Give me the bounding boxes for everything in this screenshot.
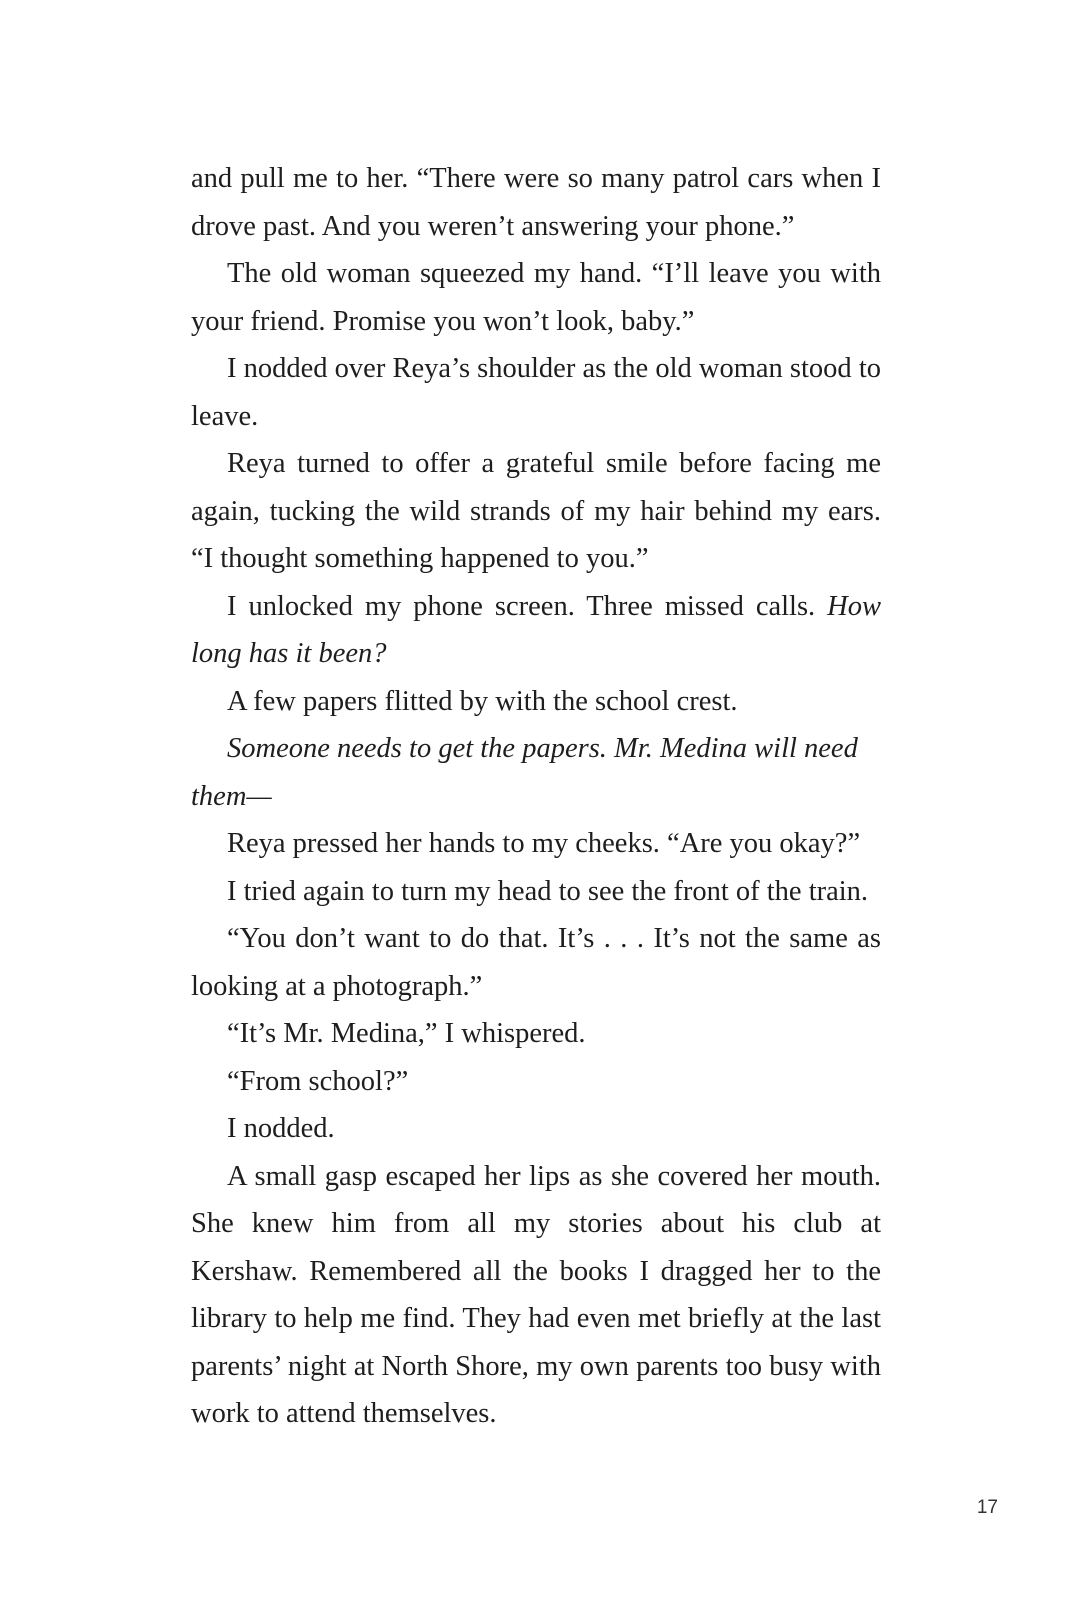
italic-thought: How long has it been? <box>191 590 882 669</box>
paragraph: I nodded. <box>227 1113 335 1144</box>
paragraph: “From school?” <box>227 1065 409 1097</box>
paragraph: and pull me to her. “There were so many patrol cars when I drove past. And you weren’t answering your phone.” <box>191 163 881 242</box>
page-number: 17 <box>976 1497 998 1518</box>
paragraph: I tried again to turn my head to see the front of the train. <box>227 875 869 907</box>
page-body-text <box>191 155 881 1438</box>
paragraph: “It’s Mr. Medina,” I whispered. <box>227 1018 586 1049</box>
italic-thought: Someone needs to get the papers. Mr. Medina will need them— <box>191 733 858 812</box>
paragraph <box>191 583 881 678</box>
paragraph: “You don’t want to do that. It’s . . . It’s not the same as looking at a photograph.” <box>191 923 881 1002</box>
paragraph: The old woman squeezed my hand. “I’ll leave you with your friend. Promise you won’t look, baby.” <box>191 258 881 337</box>
paragraph: A small gasp escaped her lips as she covered her mouth. She knew him from all my stories about his club at Kershaw. Remembered all the books I dragged her to the library to help me find. They had even met briefly at the last parents’ night at North Shore, my own parents too busy with work to attend themselves. <box>191 1160 881 1429</box>
paragraph: Reya turned to offer a grateful smile before facing me again, tucking the wild strands of my hair behind my ears. “I thought something happened to you.” <box>191 448 881 574</box>
paragraph: A few papers flitted by with the school crest. <box>227 685 738 717</box>
paragraph: I nodded over Reya’s shoulder as the old woman stood to leave. <box>191 353 881 432</box>
paragraph-text: I unlocked my phone screen. Three missed calls. <box>227 590 816 622</box>
paragraph <box>191 725 881 820</box>
paragraph: Reya pressed her hands to my cheeks. “Are you okay?” <box>227 828 861 859</box>
